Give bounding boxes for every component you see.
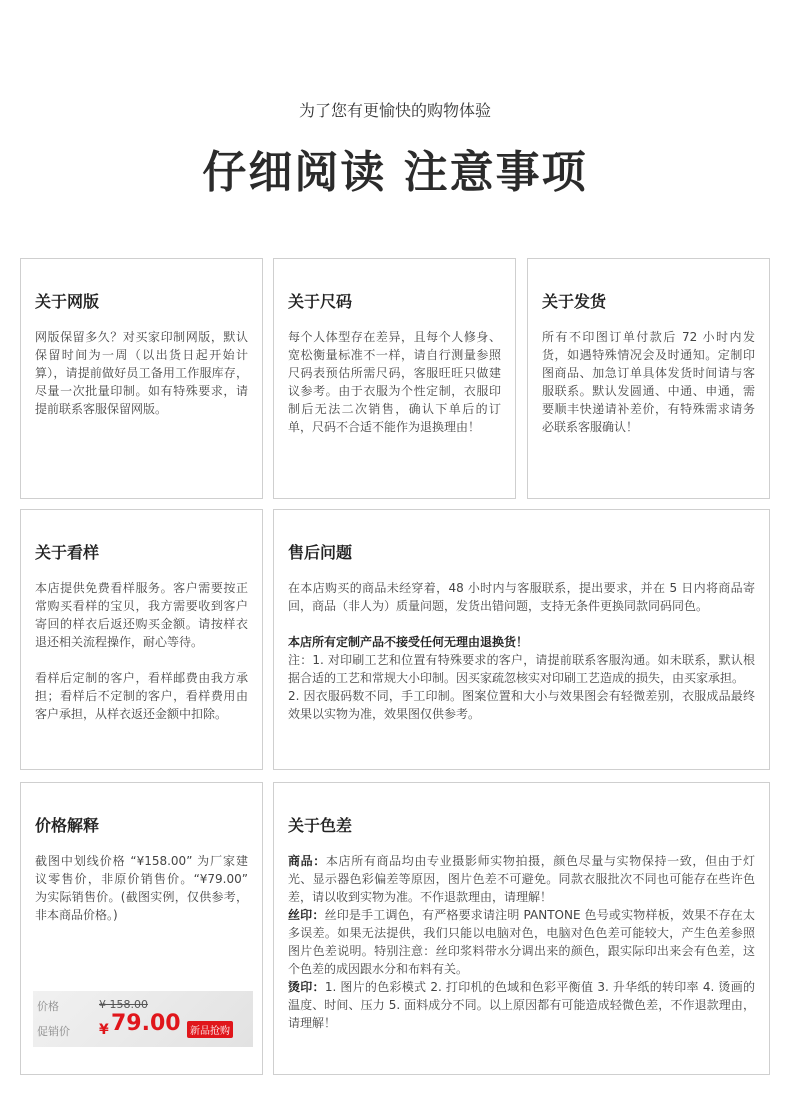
price-label-old: 价格 [37,1000,59,1013]
box-text-chima: 每个人体型存在差异，且每个人修身、宽松衡量标准不一样，请自行测量参照尺码表预估所需尺码，客服旺旺只做建议参考。由于衣服为个性定制，衣服印制后无法二次销售，确认下单后的订单，尺码不合适不能作为退换理由！ [288,330,501,434]
box-text-kanyang-1: 本店提供免费看样服务。客户需要按正常购买看样的宝贝，我方需要收到客户寄回的样衣后返还购买金额。请按样衣退还相关流程操作，耐心等待。 [35,581,248,649]
price-yen-symbol: ¥ [99,1022,109,1038]
box-title-wangban: 关于网版 [35,292,100,311]
box-kanyang [20,509,263,770]
box-chima [273,258,516,499]
box-text-sece-3 [288,978,755,1032]
box-title-sece: 关于色差 [288,816,353,835]
box-fahuo [527,258,770,499]
price-new: 79.00 [111,1011,181,1036]
box-title-kanyang: 关于看样 [35,543,100,562]
box-text-shouhou-bold: 本店所有定制产品不接受任何无理由退换货！ [288,635,529,649]
sece-text-siyin: 丝印是手工调色，有严格要求请注明 PANTONE 色号或实物样板，效果不存在太多误差。如果无法提供，我们只能以电脑对色，电脑对色色差可能较大，产生色差参照图片色差说明。特别注意：丝印浆料带水分调出来的颜色，跟实际印出来会有色差，这个色差的成因跟水分和布料有关。 [288,908,755,976]
price-tag-example [33,991,253,1047]
box-title-fahuo: 关于发货 [542,292,607,311]
page-subtitle: 为了您有更愉快的购物体验 [298,101,491,120]
box-jiage [20,782,263,1075]
box-text-wangban: 网版保留多久？对买家印制网版，默认保留时间为一周（以出货日起开始计算），请提前做好员工备用工作服库存，尽量一次批量印制。如有特殊要求，请提前联系客服保留网版。 [35,330,248,416]
sece-label-siyin: 丝印： [288,908,325,922]
box-title-chima: 关于尺码 [288,292,353,311]
sece-text-shangpin: 本店所有商品均由专业摄影师实物拍摄，颜色尽量与实物保持一致，但由于灯光、显示器色彩偏差等原因，图片色差不可避免。同款衣服批次不同也可能存在些许色差，请以收到实物为准。不作退款理由，请理解！ [288,854,755,904]
box-title-shouhou: 售后问题 [288,543,353,562]
price-old: ¥ 158.00 [99,998,148,1011]
box-sece [273,782,770,1075]
box-text-fahuo: 所有不印图订单付款后 72 小时内发货，如遇特殊情况会及时通知。定制印图商品、加急订单具体发货时间请与客服联系。默认发圆通、中通、申通，需要顺丰快递请补差价，有特殊需求请务必联系客服确认！ [542,330,755,434]
box-text-sece-1 [288,852,755,906]
page-title: 仔细阅读 注意事项 [202,147,588,198]
sece-text-tangyin: 1. 图片的色彩模式 2. 打印机的色域和色彩平衡值 3. 升华纸的转印率 4. 烫画的温度、时间、压力 5. 面料成分不同。以上原因都有可能造成轻微色差，不作退款理由，请理解！ [288,980,755,1030]
box-wangban [20,258,263,499]
sece-label-tangyin: 烫印： [288,980,325,994]
box-text-shouhou-1: 在本店购买的商品未经穿着，48 小时内与客服联系，提出要求，并在 5 日内将商品寄回，商品（非人为）质量问题，发货出错问题，支持无条件更换同款同码同色。 [288,581,755,613]
box-shouhou [273,509,770,770]
box-text-kanyang-2: 看样后定制的客户，看样邮费由我方承担；看样后不定制的客户，看样费用由客户承担，从样衣返还金额中扣除。 [35,671,248,721]
price-badge: 新品抢购 [187,1021,233,1038]
sece-label-shangpin: 商品： [288,854,326,868]
box-text-shouhou-3: 2. 因衣服码数不同，手工印制。图案位置和大小与效果图会有轻微差别，衣服成品最终效果以实物为准，效果图仅供参考。 [288,689,755,721]
box-text-shouhou-2: 注：1. 对印刷工艺和位置有特殊要求的客户，请提前联系客服沟通。如未联系，默认根据合适的工艺和常规大小印制。因买家疏忽核实对印刷工艺造成的损失，由买家承担。 [288,653,755,685]
box-title-jiage: 价格解释 [35,816,100,835]
box-text-jiage: 截图中划线价格 “¥158.00” 为厂家建议零售价，非原价销售价。“¥79.00” 为实际销售价。(截图实例，仅供参考，非本商品价格。) [35,854,248,922]
price-label-new: 促销价 [37,1025,70,1038]
box-text-sece-2 [288,906,755,978]
